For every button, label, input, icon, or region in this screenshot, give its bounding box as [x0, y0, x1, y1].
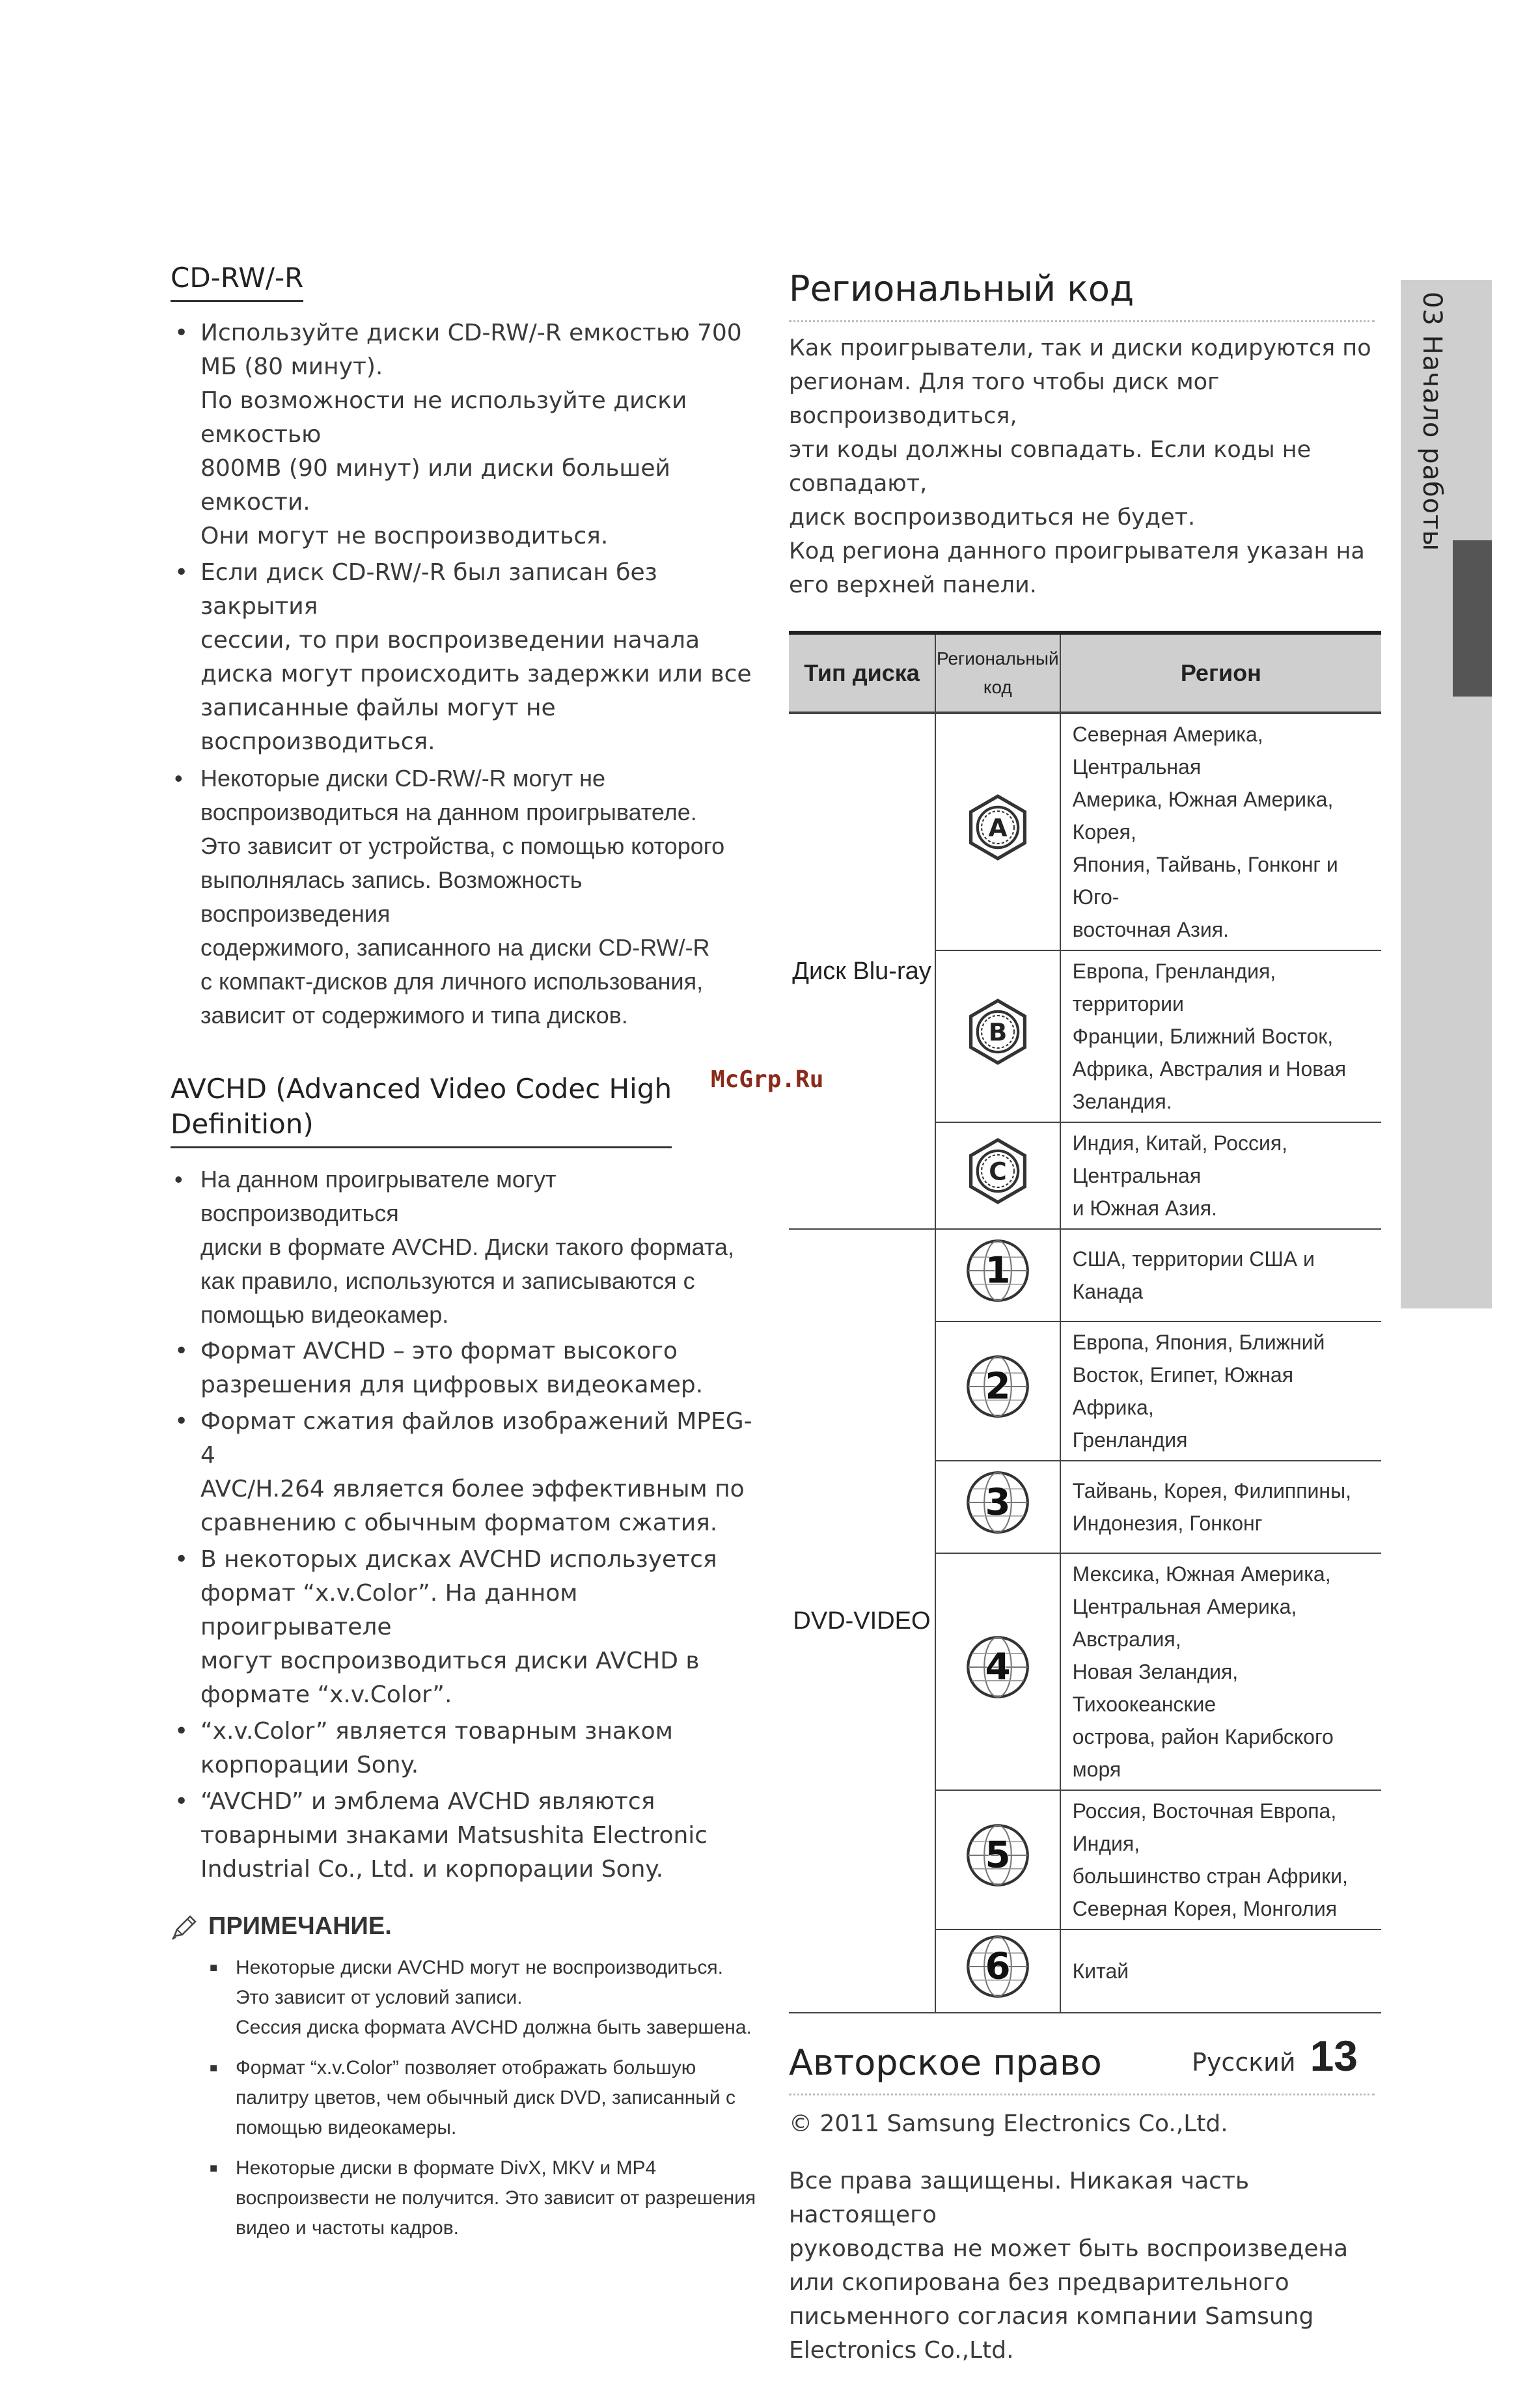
text-line: Гренландия — [1072, 1428, 1188, 1452]
list-item — [171, 1163, 756, 1332]
region-code-cell — [935, 1461, 1060, 1553]
text-line: сессии, то при воспроизведении начала — [200, 626, 700, 654]
text-line: острова, район Карибского моря — [1072, 1724, 1334, 1781]
text-line: руководства не может быть воспроизведена — [789, 2235, 1349, 2262]
region-code-cell — [935, 1553, 1060, 1790]
text-line: Они могут не воспроизводиться. — [200, 522, 609, 549]
bluray-label: Диск Blu-ray — [789, 713, 935, 1229]
region-cell — [1060, 1229, 1381, 1321]
region-code-cell — [935, 713, 1060, 950]
list-item — [171, 762, 756, 1032]
region-cell — [1060, 1790, 1381, 1929]
cdrw-heading: CD-RW/-R — [171, 260, 303, 302]
copyright-title: Авторское право — [789, 2041, 1375, 2096]
region-table — [789, 631, 1381, 2013]
text-line: ■ Некоторые диски AVCHD могут не воспроизводиться. — [236, 1956, 723, 1978]
bluray-region-b-icon — [964, 998, 1032, 1066]
list-item — [171, 1405, 756, 1540]
text-line: диски в формате AVCHD. Диски такого формата, — [200, 1233, 734, 1260]
text-line: или скопирована без предварительного — [789, 2269, 1289, 2296]
text-line: 800MB (90 минут) или диски большей емкости. — [200, 454, 670, 516]
region-cell — [1060, 1929, 1381, 2013]
svg-text:3: 3 — [985, 1481, 1011, 1524]
text-line: МБ (80 минут). — [200, 353, 383, 380]
text-line: воспроизвести не получится. Это зависит от разрешения — [236, 2187, 756, 2209]
text-line: воспроизводиться на данном проигрывателе. — [200, 798, 697, 825]
text-line: диска могут происходить задержки или все — [200, 660, 752, 687]
text-line: • Некоторые диски CD-RW/-R могут не — [200, 764, 606, 792]
text-line: восточная Азия. — [1072, 917, 1229, 941]
text-line: Япония, Тайвань, Гонконг и Юго- — [1072, 852, 1338, 909]
text-line: палитру цветов, чем обычный диск DVD, записанный с — [236, 2086, 736, 2108]
list-item — [171, 1543, 756, 1712]
text-line: Китай — [1072, 1959, 1129, 1983]
region-paragraph-1 — [789, 331, 1375, 534]
region-cell — [1060, 1461, 1381, 1553]
list-item — [171, 1715, 756, 1782]
text-line: как правило, используются и записываются с — [200, 1267, 695, 1294]
avchd-list — [171, 1163, 756, 1887]
text-line: корпорации Sony. — [200, 1751, 419, 1778]
region-cell — [1060, 713, 1381, 950]
pencil-icon — [171, 1913, 199, 1941]
region-code-cell — [935, 1321, 1060, 1461]
text-line: товарными знаками Matsushita Electronic — [200, 1821, 708, 1849]
text-line: регионам. Для того чтобы диск мог воспроизводиться, — [789, 368, 1220, 429]
list-item — [171, 1785, 756, 1887]
dvd-region-5-icon — [964, 1821, 1032, 1889]
text-line: • Формат AVCHD – это формат высокого — [200, 1337, 678, 1364]
cdrw-list — [171, 316, 756, 1032]
svg-text:6: 6 — [985, 1945, 1011, 1988]
text-line: Европа, Япония, Ближний — [1072, 1330, 1325, 1354]
text-line: Северная Корея, Монголия — [1072, 1896, 1338, 1920]
header-disc-type: Тип диска — [789, 633, 935, 713]
region-code-cell — [935, 1229, 1060, 1321]
table-row — [789, 1229, 1381, 1321]
copyright-body — [789, 2164, 1375, 2368]
region-code-cell — [935, 950, 1060, 1122]
bluray-region-c-icon — [964, 1137, 1032, 1205]
table-row — [789, 713, 1381, 950]
region-cell — [1060, 950, 1381, 1122]
text-line: • В некоторых дисках AVCHD используется — [200, 1545, 717, 1573]
text-line: с компакт-дисков для личного использования, — [200, 967, 704, 995]
list-item — [171, 1334, 756, 1402]
text-line: Зеландия. — [1072, 1089, 1172, 1113]
text-line: ■ Формат “x.v.Color” позволяет отображать большую — [236, 2056, 696, 2079]
left-column — [171, 260, 756, 2254]
text-line: эти коды должны совпадать. Если коды не совпадают, — [789, 436, 1312, 497]
text-line: Все права защищены. Никакая часть настоящего — [789, 2168, 1250, 2228]
dvd-region-1-icon — [964, 1237, 1032, 1305]
note-list — [171, 1953, 756, 2243]
text-line: Сессия диска формата AVCHD должна быть завершена. — [236, 2016, 752, 2038]
text-line: и Южная Азия. — [1072, 1196, 1217, 1220]
text-line: большинство стран Африки, — [1072, 1864, 1348, 1888]
svg-text:5: 5 — [985, 1834, 1011, 1877]
watermark: McGrp.Ru — [711, 1066, 824, 1093]
text-line: Россия, Восточная Европа, Индия, — [1072, 1799, 1337, 1855]
region-code-cell — [935, 1790, 1060, 1929]
region-cell — [1060, 1553, 1381, 1790]
dvd-region-6-icon — [964, 1933, 1032, 2000]
text-line: Тайвань, Корея, Филиппины, — [1072, 1478, 1351, 1502]
text-line: диск воспроизводиться не будет. — [789, 504, 1196, 531]
text-line: Индия, Китай, Россия, Центральная — [1072, 1131, 1288, 1187]
text-line: США, территории США и Канада — [1072, 1247, 1315, 1303]
header-region: Регион — [1060, 633, 1381, 713]
text-line: • На данном проигрывателе могут воспроизводиться — [200, 1165, 557, 1226]
region-code-cell — [935, 1122, 1060, 1229]
text-line: зависит от содержимого и типа дисков. — [200, 1001, 628, 1029]
text-line: Франции, Ближний Восток, — [1072, 1024, 1334, 1048]
dvd-region-3-icon — [964, 1469, 1032, 1536]
text-line: Это зависит от условий записи. — [236, 1986, 523, 2008]
text-line: письменного согласия компании Samsung — [789, 2303, 1314, 2330]
region-paragraph-2 — [789, 534, 1375, 602]
svg-text:B: B — [988, 1017, 1008, 1047]
text-line: помощью видеокамеры. — [236, 2116, 457, 2138]
footer-language: Русский — [1192, 2048, 1296, 2077]
text-line: Восток, Египет, Южная Африка, — [1072, 1362, 1294, 1419]
text-line: Industrial Co., Ltd. и корпорации Sony. — [200, 1855, 664, 1883]
text-line: формат “x.v.Color”. На данном проигрывателе — [200, 1579, 578, 1640]
note-heading: ПРИМЕЧАНИЕ. — [171, 1913, 756, 1941]
svg-text:C: C — [989, 1157, 1007, 1186]
text-line: разрешения для цифровых видеокамер. — [200, 1371, 704, 1398]
region-cell — [1060, 1122, 1381, 1229]
avchd-heading: AVCHD (Advanced Video Codec High Definition) — [171, 1071, 672, 1148]
text-line: Европа, Гренландия, территории — [1072, 959, 1276, 1016]
text-line: Индонезия, Гонконг — [1072, 1511, 1263, 1535]
text-line: Новая Зеландия, Тихоокеанские — [1072, 1659, 1239, 1716]
text-line: записанные файлы могут не воспроизводиться. — [200, 694, 556, 755]
dvd-label: DVD-VIDEO — [789, 1229, 935, 2013]
text-line: AVC/H.264 является более эффективным по — [200, 1475, 745, 1502]
svg-text:4: 4 — [985, 1646, 1011, 1689]
list-item — [171, 316, 756, 553]
text-line: Как проигрыватели, так и диски кодируются по — [789, 335, 1371, 361]
text-line: видео и частоты кадров. — [236, 2217, 459, 2239]
text-line: По возможности не используйте диски емкостью — [200, 387, 687, 448]
page-number: 13 — [1310, 2032, 1358, 2080]
text-line: формате “x.v.Color”. — [200, 1681, 452, 1708]
text-line: • Формат сжатия файлов изображений MPEG-4 — [200, 1407, 752, 1469]
region-code-cell — [935, 1929, 1060, 2013]
text-line: Центральная Америка, Австралия, — [1072, 1594, 1297, 1651]
svg-text:A: A — [988, 813, 1008, 842]
svg-text:1: 1 — [985, 1249, 1011, 1292]
text-line: могут воспроизводиться диски AVCHD в — [200, 1647, 700, 1674]
text-line: выполнялась запись. Возможность воспроизведения — [200, 866, 583, 927]
text-line: Африка, Австралия и Новая — [1072, 1057, 1347, 1081]
text-line: Код региона данного проигрывателя указан на — [789, 538, 1365, 564]
text-line: ■ Некоторые диски в формате DivX, MKV и MP4 — [236, 2157, 657, 2179]
chapter-tab-marker — [1453, 540, 1492, 697]
text-line: Мексика, Южная Америка, — [1072, 1562, 1331, 1586]
header-region-code: Региональный код — [935, 633, 1060, 713]
text-line: Это зависит от устройства, с помощью которого — [200, 832, 725, 859]
dvd-region-2-icon — [964, 1353, 1032, 1420]
page-footer — [1192, 2031, 1358, 2080]
region-cell — [1060, 1321, 1381, 1461]
chapter-tab-label: 03 Начало работы — [1417, 292, 1447, 552]
text-line: • “AVCHD” и эмблема AVCHD являются — [200, 1788, 655, 1815]
text-line: Америка, Южная Америка, Корея, — [1072, 787, 1334, 844]
list-item — [210, 2053, 756, 2143]
text-line: Electronics Co.,Ltd. — [789, 2337, 1014, 2364]
list-item — [171, 556, 756, 759]
text-line: • Используйте диски CD-RW/-R емкостью 700 — [200, 319, 742, 346]
dvd-region-4-icon — [964, 1633, 1032, 1701]
text-line: помощью видеокамер. — [200, 1301, 449, 1328]
text-line: содержимого, записанного на диски CD-RW/-R — [200, 933, 710, 961]
text-line: • “x.v.Color” является товарным знаком — [200, 1717, 673, 1745]
list-item — [210, 2153, 756, 2243]
copyright-line: © 2011 Samsung Electronics Co.,Ltd. — [789, 2110, 1228, 2137]
svg-text:2: 2 — [985, 1365, 1011, 1408]
text-line: сравнению с обычным форматом сжатия. — [200, 1509, 718, 1536]
list-item — [210, 1953, 756, 2043]
text-line: его верхней панели. — [789, 572, 1037, 598]
text-line: • Если диск CD-RW/-R был записан без закрытия — [200, 559, 657, 620]
bluray-region-a-icon — [964, 794, 1032, 861]
region-title: Региональный код — [789, 267, 1375, 322]
text-line: Северная Америка, Центральная — [1072, 722, 1263, 779]
